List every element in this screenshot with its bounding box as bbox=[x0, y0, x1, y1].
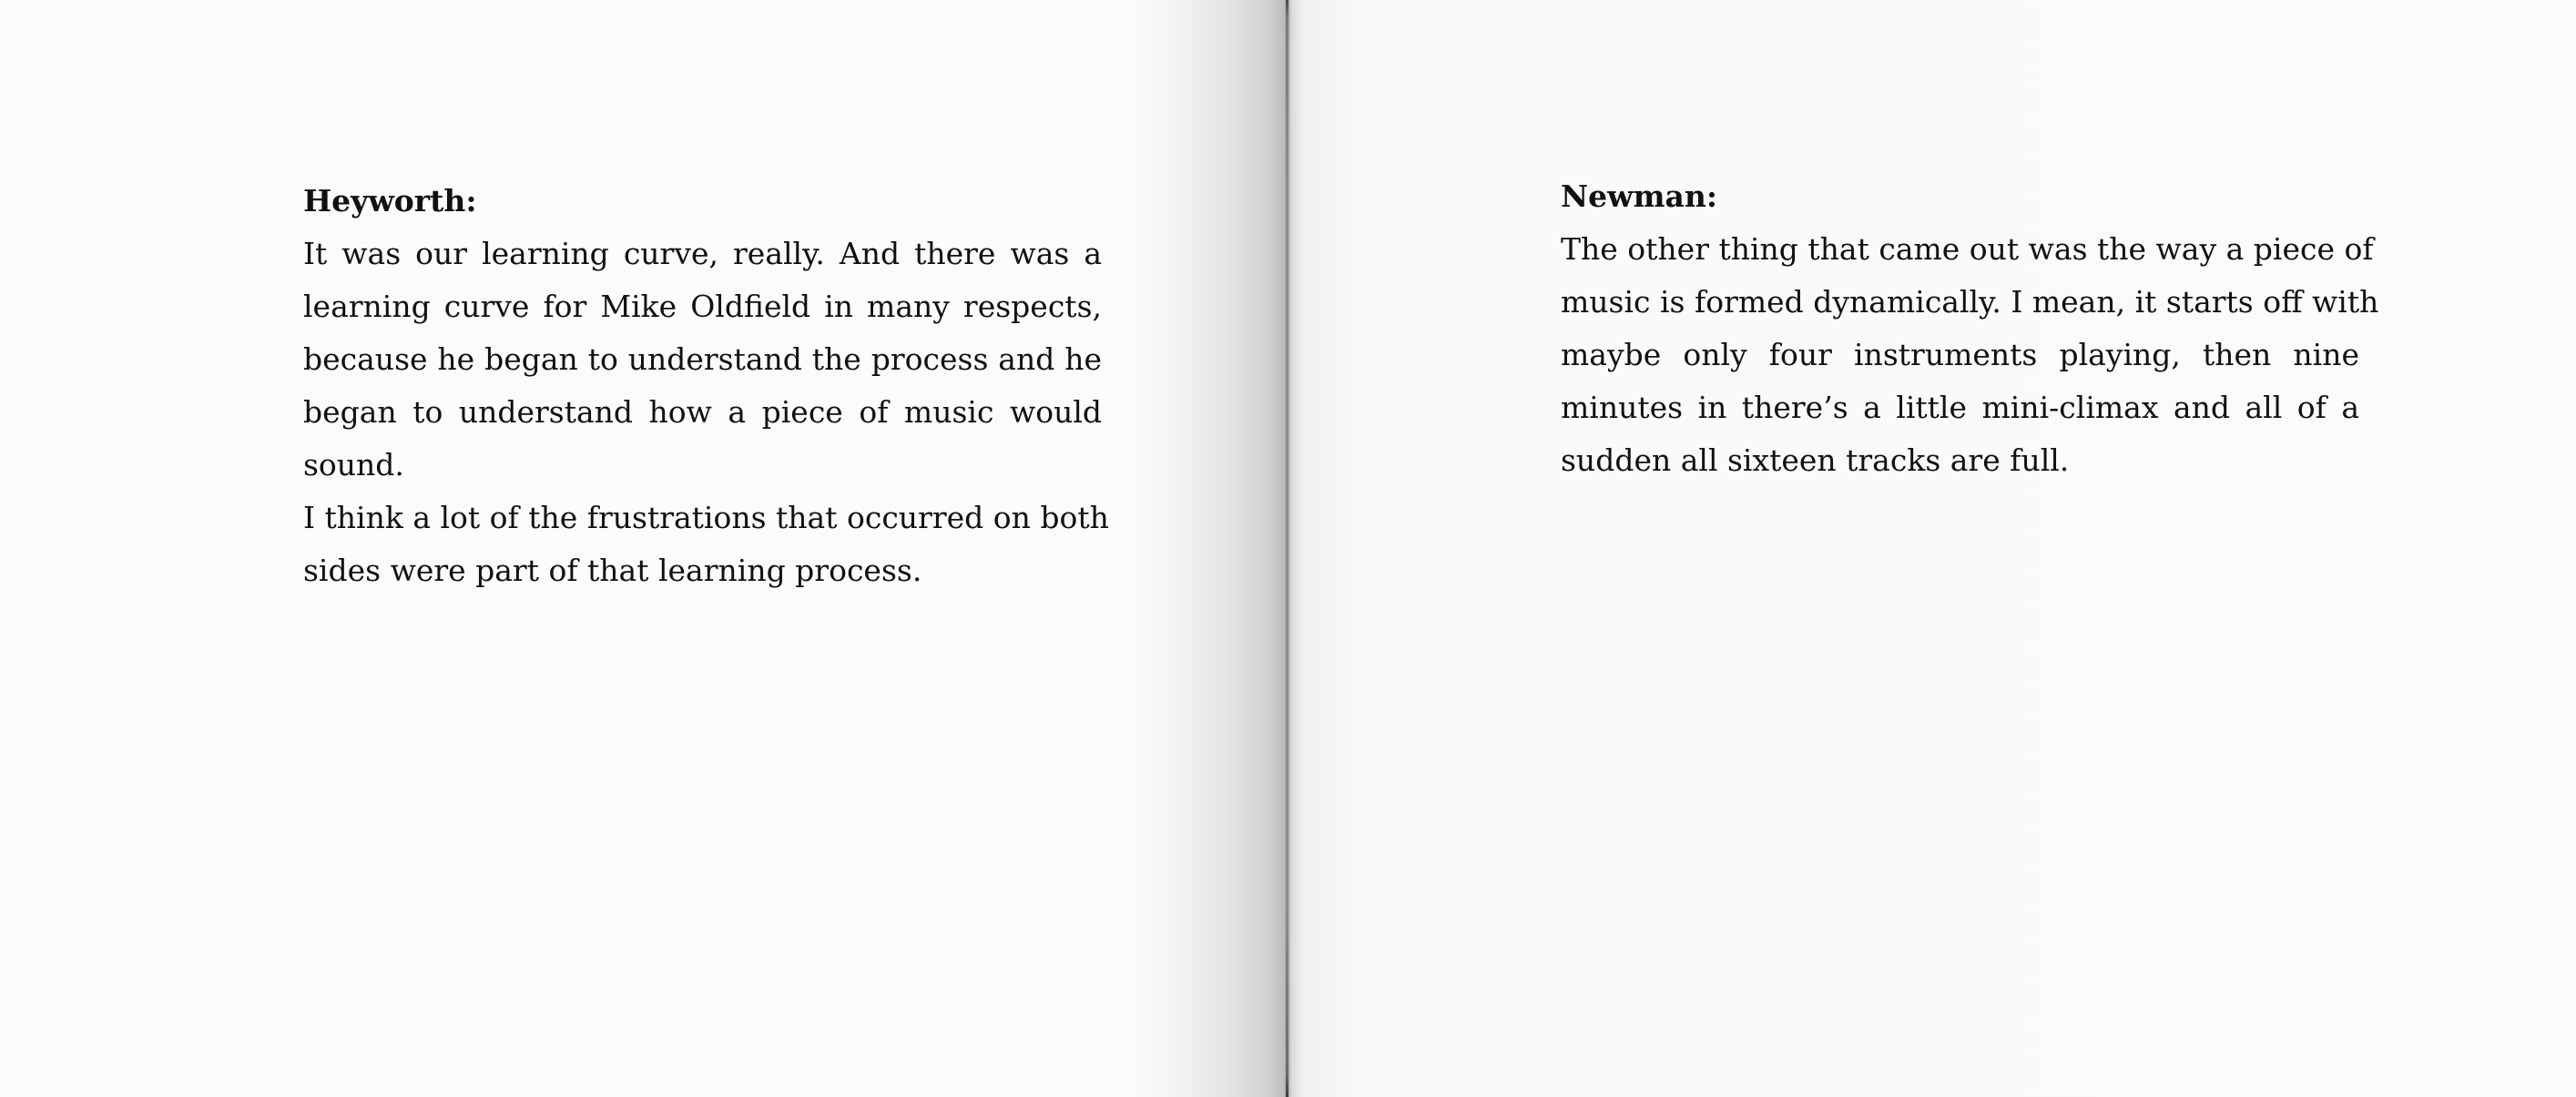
text-line: because he began to understand the process and he bbox=[303, 341, 1102, 377]
left-text-column bbox=[303, 175, 1109, 597]
speaker-heading: Newman: bbox=[1561, 178, 1718, 214]
text-line: sides were part of that learning process. bbox=[303, 553, 922, 588]
right-page bbox=[1288, 0, 2576, 1097]
text-line: sudden all sixteen tracks are full. bbox=[1561, 442, 2070, 478]
text-line: minutes in there’s a little mini-climax and all of a bbox=[1561, 390, 2359, 425]
text-line: sound. bbox=[303, 447, 404, 482]
text-line: music is formed dynamically. I mean, it starts off with bbox=[1561, 284, 2379, 320]
text-line: The other thing that came out was the way a piece of bbox=[1561, 231, 2374, 267]
text-line: It was our learning curve, really. And there was a bbox=[303, 236, 1102, 271]
text-line: maybe only four instruments playing, then nine bbox=[1561, 337, 2359, 372]
left-page bbox=[0, 0, 1286, 1097]
text-line: I think a lot of the frustrations that occurred on both bbox=[303, 500, 1109, 535]
right-text-column bbox=[1561, 170, 2379, 487]
text-line: learning curve for Mike Oldfield in many respects, bbox=[303, 289, 1102, 324]
text-line: began to understand how a piece of music would bbox=[303, 394, 1102, 430]
speaker-heading: Heyworth: bbox=[303, 183, 477, 218]
